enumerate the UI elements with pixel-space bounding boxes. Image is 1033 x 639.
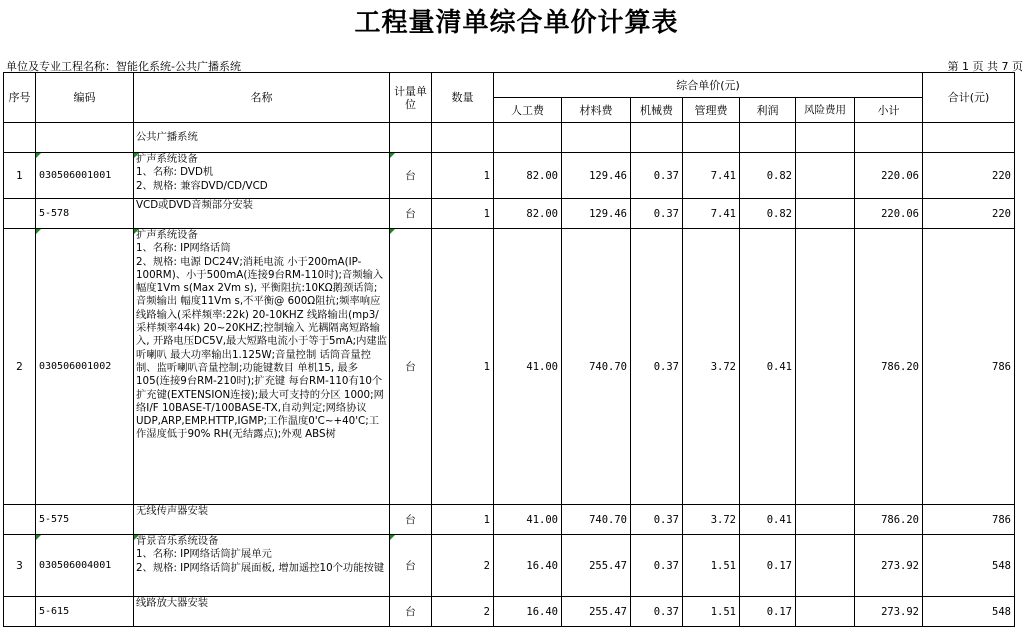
cell-material xyxy=(562,123,631,153)
cell-labor xyxy=(494,123,562,153)
cell-management: 7.41 xyxy=(683,153,740,199)
cell-subtotal: 220.06 xyxy=(855,199,923,229)
cell-name: VCD或DVD音频部分安装 xyxy=(134,199,390,229)
cell-subtotal: 273.92 xyxy=(855,535,923,597)
page-title: 工程量清单综合单价计算表 xyxy=(354,8,679,38)
header-profit: 利润 xyxy=(740,98,796,123)
cell-subtotal: 273.92 xyxy=(855,597,923,627)
cell-machine: 0.37 xyxy=(631,199,683,229)
cell-profit: 0.82 xyxy=(740,199,796,229)
cell-code: 030506004001 xyxy=(36,535,134,597)
cell-machine: 0.37 xyxy=(631,229,683,505)
cell-profit: 0.82 xyxy=(740,153,796,199)
table-row xyxy=(4,153,1015,199)
header-material: 材料费 xyxy=(562,98,631,123)
cell-code: 5-575 xyxy=(36,505,134,535)
cell-machine: 0.37 xyxy=(631,597,683,627)
cell-name: 扩声系统设备 1、名称: DVD机 2、规格: 兼容DVD/CD/VCD xyxy=(134,153,390,199)
cell-seq xyxy=(4,505,36,535)
table-row xyxy=(4,229,1015,505)
project-name-label: 单位及专业工程名称：智能化系统-公共广播系统 xyxy=(6,60,241,73)
cell-unit: 台 xyxy=(390,505,432,535)
cell-profit: 0.41 xyxy=(740,229,796,505)
cell-machine: 0.37 xyxy=(631,505,683,535)
table-row xyxy=(4,597,1015,627)
cell-subtotal: 220.06 xyxy=(855,153,923,199)
cell-seq xyxy=(4,597,36,627)
cell-risk xyxy=(796,153,855,199)
cell-risk xyxy=(796,505,855,535)
cell-total: 548 xyxy=(923,597,1015,627)
table-row xyxy=(4,505,1015,535)
cell-machine: 0.37 xyxy=(631,153,683,199)
cell-unit: 台 xyxy=(390,199,432,229)
header-unit-price-group: 综合单价(元) xyxy=(494,73,923,98)
cell-risk xyxy=(796,123,855,153)
cell-code xyxy=(36,123,134,153)
cell-management: 7.41 xyxy=(683,199,740,229)
cell-total xyxy=(923,123,1015,153)
cell-total: 220 xyxy=(923,199,1015,229)
cell-management xyxy=(683,123,740,153)
cell-risk xyxy=(796,199,855,229)
cell-unit: 台 xyxy=(390,535,432,597)
cell-name: 背景音乐系统设备 1、名称: IP网络话筒扩展单元 2、规格: IP网络话筒扩展面板, 增加遥控10个功能按键 xyxy=(134,535,390,597)
cell-labor: 16.40 xyxy=(494,597,562,627)
cell-seq: 1 xyxy=(4,153,36,199)
page-indicator: 第 1 页 共 7 页 xyxy=(947,60,1023,73)
cell-management: 1.51 xyxy=(683,535,740,597)
cell-total: 220 xyxy=(923,153,1015,199)
cell-code: 030506001001 xyxy=(36,153,134,199)
cell-name: 线路放大器安装 xyxy=(134,597,390,627)
cell-total: 548 xyxy=(923,535,1015,597)
cell-seq xyxy=(4,123,36,153)
cell-qty xyxy=(432,123,494,153)
cell-unit xyxy=(390,123,432,153)
header-code: 编码 xyxy=(36,73,134,123)
cell-labor: 82.00 xyxy=(494,199,562,229)
cell-labor: 82.00 xyxy=(494,153,562,199)
cell-material: 129.46 xyxy=(562,153,631,199)
cell-code: 5-615 xyxy=(36,597,134,627)
table-row xyxy=(4,123,1015,153)
cell-name: 无线传声器安装 xyxy=(134,505,390,535)
cell-seq: 3 xyxy=(4,535,36,597)
cell-management: 1.51 xyxy=(683,597,740,627)
cell-profit xyxy=(740,123,796,153)
cell-qty: 1 xyxy=(432,199,494,229)
cell-profit: 0.17 xyxy=(740,535,796,597)
cell-material: 255.47 xyxy=(562,597,631,627)
header-name: 名称 xyxy=(134,73,390,123)
cell-code: 030506001002 xyxy=(36,229,134,505)
cell-total: 786 xyxy=(923,505,1015,535)
header-risk: 风险费用 xyxy=(796,98,855,123)
header-machine: 机械费 xyxy=(631,98,683,123)
table-row xyxy=(4,199,1015,229)
cell-name: 公共广播系统 xyxy=(134,123,390,153)
cell-profit: 0.17 xyxy=(740,597,796,627)
cell-profit: 0.41 xyxy=(740,505,796,535)
cell-material: 740.70 xyxy=(562,505,631,535)
cell-qty: 2 xyxy=(432,535,494,597)
cell-unit: 台 xyxy=(390,229,432,505)
cell-code: 5-578 xyxy=(36,199,134,229)
cell-name: 扩声系统设备 1、名称: IP网络话筒 2、规格: 电源 DC24V;消耗电流 小于200mA(IP-100RM)、小于500mA(连接9台RM-110时);音频输入 幅度1Vm s(Max 2Vm s), 平衡阻抗:10KΩ鹅颈话筒;音频输出 幅度11Vm s,不平衡@ 600Ω阻抗;频率响应 线路输入(采样频率:22k) 20-10KHZ 线路输出(mp3/采样频率44k) 20~20KHZ;控制输入 光耦隔离短路输入, 开路电压DC5V,最大短路电流小于等于5mA;内建监听喇叭 最大功率输出1.125W;音量控制 话筒音量控制、监听喇叭音量控制;功能键数目 单机15, 最多105(连接9台RM-210时);扩充键 每台RM-110有10个扩充键(EXTENSION连接);最大可支持的分区 1000;网络I/F 10BASE-T/100BASE-TX,自动判定;网络协议UDP,ARP,EMP.HTTP,IGMP;工作温度0'C~+40'C;工作湿度低于90% RH(无结露点);外观 ABS树 xyxy=(134,229,390,505)
cell-labor: 16.40 xyxy=(494,535,562,597)
cell-management: 3.72 xyxy=(683,229,740,505)
cell-unit: 台 xyxy=(390,597,432,627)
cell-seq: 2 xyxy=(4,229,36,505)
table-row xyxy=(4,535,1015,597)
header-unit: 计量单位 xyxy=(390,73,432,123)
header-seq: 序号 xyxy=(4,73,36,123)
cell-risk xyxy=(796,597,855,627)
cell-risk xyxy=(796,535,855,597)
cell-qty: 1 xyxy=(432,229,494,505)
cell-subtotal: 786.20 xyxy=(855,229,923,505)
cell-qty: 1 xyxy=(432,505,494,535)
cell-management: 3.72 xyxy=(683,505,740,535)
cell-qty: 2 xyxy=(432,597,494,627)
header-subtotal: 小计 xyxy=(855,98,923,123)
cell-material: 255.47 xyxy=(562,535,631,597)
cell-subtotal xyxy=(855,123,923,153)
cell-labor: 41.00 xyxy=(494,505,562,535)
cell-total: 786 xyxy=(923,229,1015,505)
cell-material: 740.70 xyxy=(562,229,631,505)
header-total: 合计(元) xyxy=(923,73,1015,123)
cell-subtotal: 786.20 xyxy=(855,505,923,535)
cell-labor: 41.00 xyxy=(494,229,562,505)
header-labor: 人工费 xyxy=(494,98,562,123)
header-management: 管理费 xyxy=(683,98,740,123)
cell-material: 129.46 xyxy=(562,199,631,229)
cell-machine xyxy=(631,123,683,153)
cell-qty: 1 xyxy=(432,153,494,199)
cell-unit: 台 xyxy=(390,153,432,199)
cell-seq xyxy=(4,199,36,229)
cell-risk xyxy=(796,229,855,505)
unit-price-table xyxy=(3,72,1015,627)
header-qty: 数量 xyxy=(432,73,494,123)
cell-machine: 0.37 xyxy=(631,535,683,597)
